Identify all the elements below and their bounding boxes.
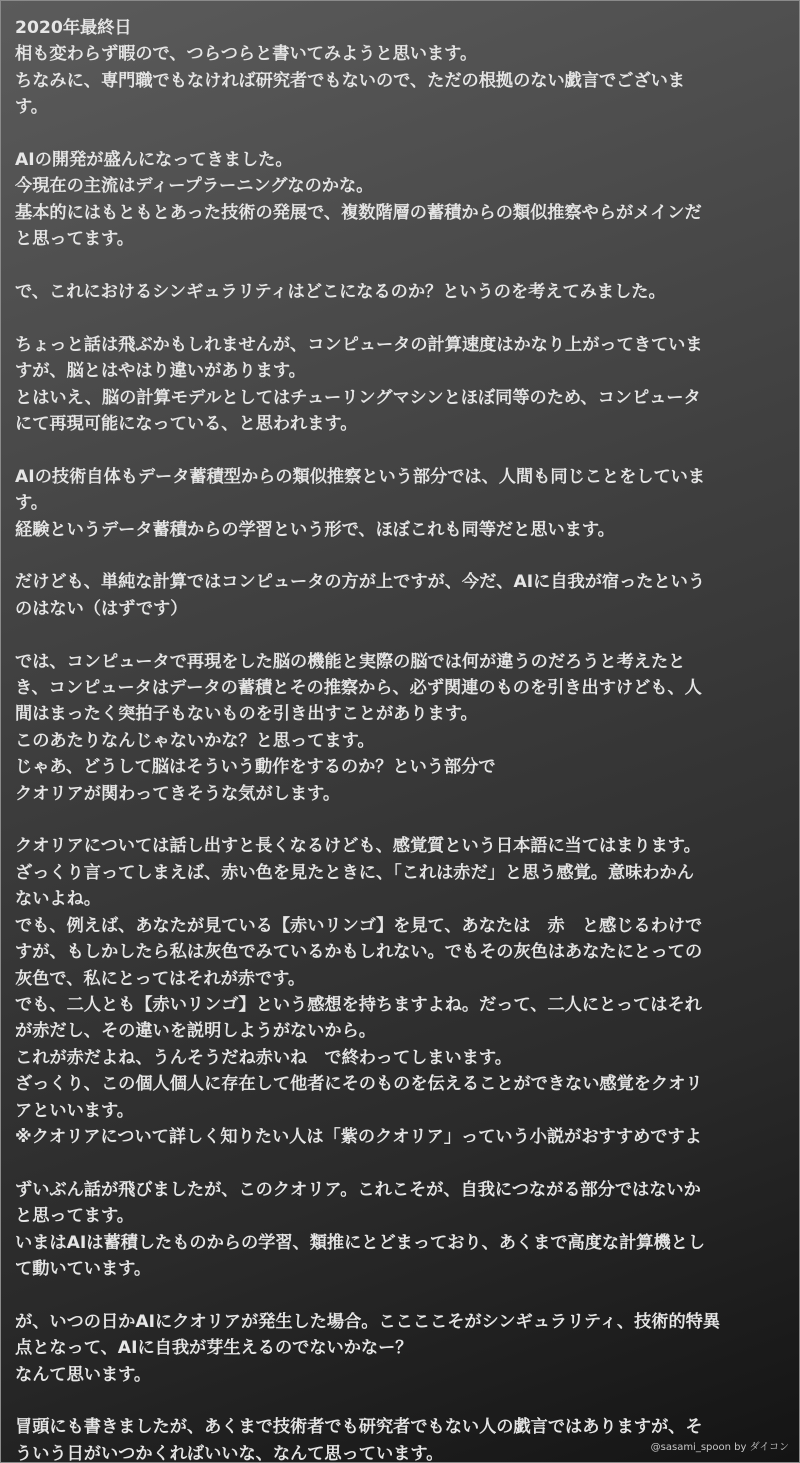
text-line: ないよね。	[15, 889, 101, 910]
paragraph-break	[15, 1282, 775, 1308]
text-line: す。	[15, 97, 48, 118]
text-line: 基本的にはもともとあった技術の発展で、複数階層の蓄積からの類似推察やらがメインだ	[15, 202, 702, 223]
text-line: が赤だし、その違いを説明しようがないから。	[15, 1021, 376, 1042]
text-line: クオリアが関わってきそうな気がします。	[15, 783, 341, 804]
text-line: とはいえ、脳の計算モデルとしてはチューリングマシンとほぼ同等のため、コンピュータ	[15, 387, 701, 408]
text-line: で、これにおけるシンギュラリティはどこになるのか？というのを考えてみました。	[15, 282, 666, 303]
text-line: クオリアについては話し出すと長くなるけども、感覚質という日本語に当てはまります。	[15, 836, 701, 857]
text-line: が、いつの日かAIにクオリアが発生した場合。ここここそがシンギュラリティ、技術的特異	[15, 1311, 721, 1332]
text-line: では、コンピュータで再現をした脳の機能と実際の脳では何が違うのだろうと考えたと	[15, 651, 686, 672]
text-line: これが赤だよね、うんそうだね赤いね で終わってしまいます。	[15, 1047, 512, 1068]
text-line: AIの開発が盛んになってきました。	[15, 150, 293, 171]
text-line: 経験というデータ蓄積からの学習という形で、ほぼこれも同等だと思います。	[15, 519, 615, 540]
text-line: ちょっと話は飛ぶかもしれませんが、コンピュータの計算速度はかなり上がってきていま	[15, 334, 703, 355]
text-line: すが、もしかしたら私は灰色でみているかもしれない。でもその灰色はあなたにとっての	[15, 942, 703, 963]
text-line: だけども、単純な計算ではコンピュータの方が上ですが、今だ、AIに自我が宿ったという	[15, 572, 706, 593]
paragraph-break	[15, 543, 775, 569]
text-line: ういう日がいつかくればいいな、なんて思っています。	[15, 1443, 444, 1463]
paragraph-break	[15, 305, 775, 331]
text-line: すが、脳とはやはり違いがあります。	[15, 361, 306, 382]
text-line: AIの技術自体もデータ蓄積型からの類似推察という部分では、人間も同じことをしていま	[15, 466, 706, 487]
text-line: 相も変わらず暇ので、つらつらと書いてみようと思います。	[15, 44, 478, 65]
text-line: す。	[15, 493, 48, 514]
text-line: でも、例えば、あなたが見ている【赤いリンゴ】を見て、あなたは 赤 と感じるわけで	[15, 915, 703, 936]
text-line: でも、二人とも【赤いリンゴ】という感想を持ちますよね。だって、二人にとってはそれ	[15, 994, 702, 1015]
text-line: 今現在の主流はディープラーニングなのかな。	[15, 176, 374, 197]
text-line: き、コンピュータはデータの蓄積とその推察から、必ず関連のものを引き出すけども、人	[15, 678, 702, 699]
paragraph-break	[15, 121, 775, 147]
paragraph-break	[15, 253, 775, 279]
text-line: ちなみに、専門職でもなければ研究者でもないので、ただの根拠のない戯言でございま	[15, 70, 685, 91]
text-line: アといいます。	[15, 1100, 134, 1121]
text-line: 冒頭にも書きましたが、あくまで技術者でも研究者でもない人の戯言ではありますが、そ	[15, 1417, 703, 1438]
paragraph-break	[15, 437, 775, 463]
text-line: 2020年最終日	[15, 18, 132, 38]
paragraph-break	[15, 1388, 775, 1414]
credit-watermark: @sasami_spoon by ダイコン	[650, 1442, 789, 1453]
paragraph-break	[15, 807, 775, 833]
text-line: ざっくり、この個人個人に存在して他者にそのものを伝えることができない感覚をクオリ	[15, 1074, 703, 1095]
text-line: 点となって、AIに自我が芽生えるのでないかなー？	[15, 1338, 413, 1359]
text-line: 間はまったく突拍子もないものを引き出すことがあります。	[15, 704, 478, 725]
text-line: なんて思います。	[15, 1364, 152, 1385]
paragraph-break	[15, 622, 775, 648]
text-line: ざっくり言ってしまえば、赤い色を見たときに、「これは赤だ」と思う感覚。意味わかん	[15, 862, 694, 883]
text-line: このあたりなんじゃないかな？と思ってます。	[15, 730, 375, 751]
essay-text	[15, 15, 775, 1463]
text-line: じゃあ、どうして脳はそういう動作をするのか？という部分で	[15, 757, 496, 778]
text-line: 灰色で、私にとってはそれが赤です。	[15, 968, 306, 989]
text-line: と思ってます。	[15, 1206, 134, 1227]
paragraph-break	[15, 1150, 775, 1176]
text-line: て動いています。	[15, 1258, 152, 1279]
text-line: いまはAIは蓄積したものからの学習、類推にとどまっており、あくまで高度な計算機とし	[15, 1232, 706, 1253]
text-line: ずいぶん話が飛びましたが、このクオリア。これこそが、自我につながる部分ではないか	[15, 1179, 701, 1200]
text-line: にて再現可能になっている、と思われます。	[15, 414, 358, 435]
text-line: ※クオリアについて詳しく知りたい人は「紫のクオリア」っていう小説がおすすめですよ	[15, 1126, 702, 1147]
text-line: のはない（はずです）	[15, 598, 188, 619]
text-line: と思ってます。	[15, 229, 134, 250]
